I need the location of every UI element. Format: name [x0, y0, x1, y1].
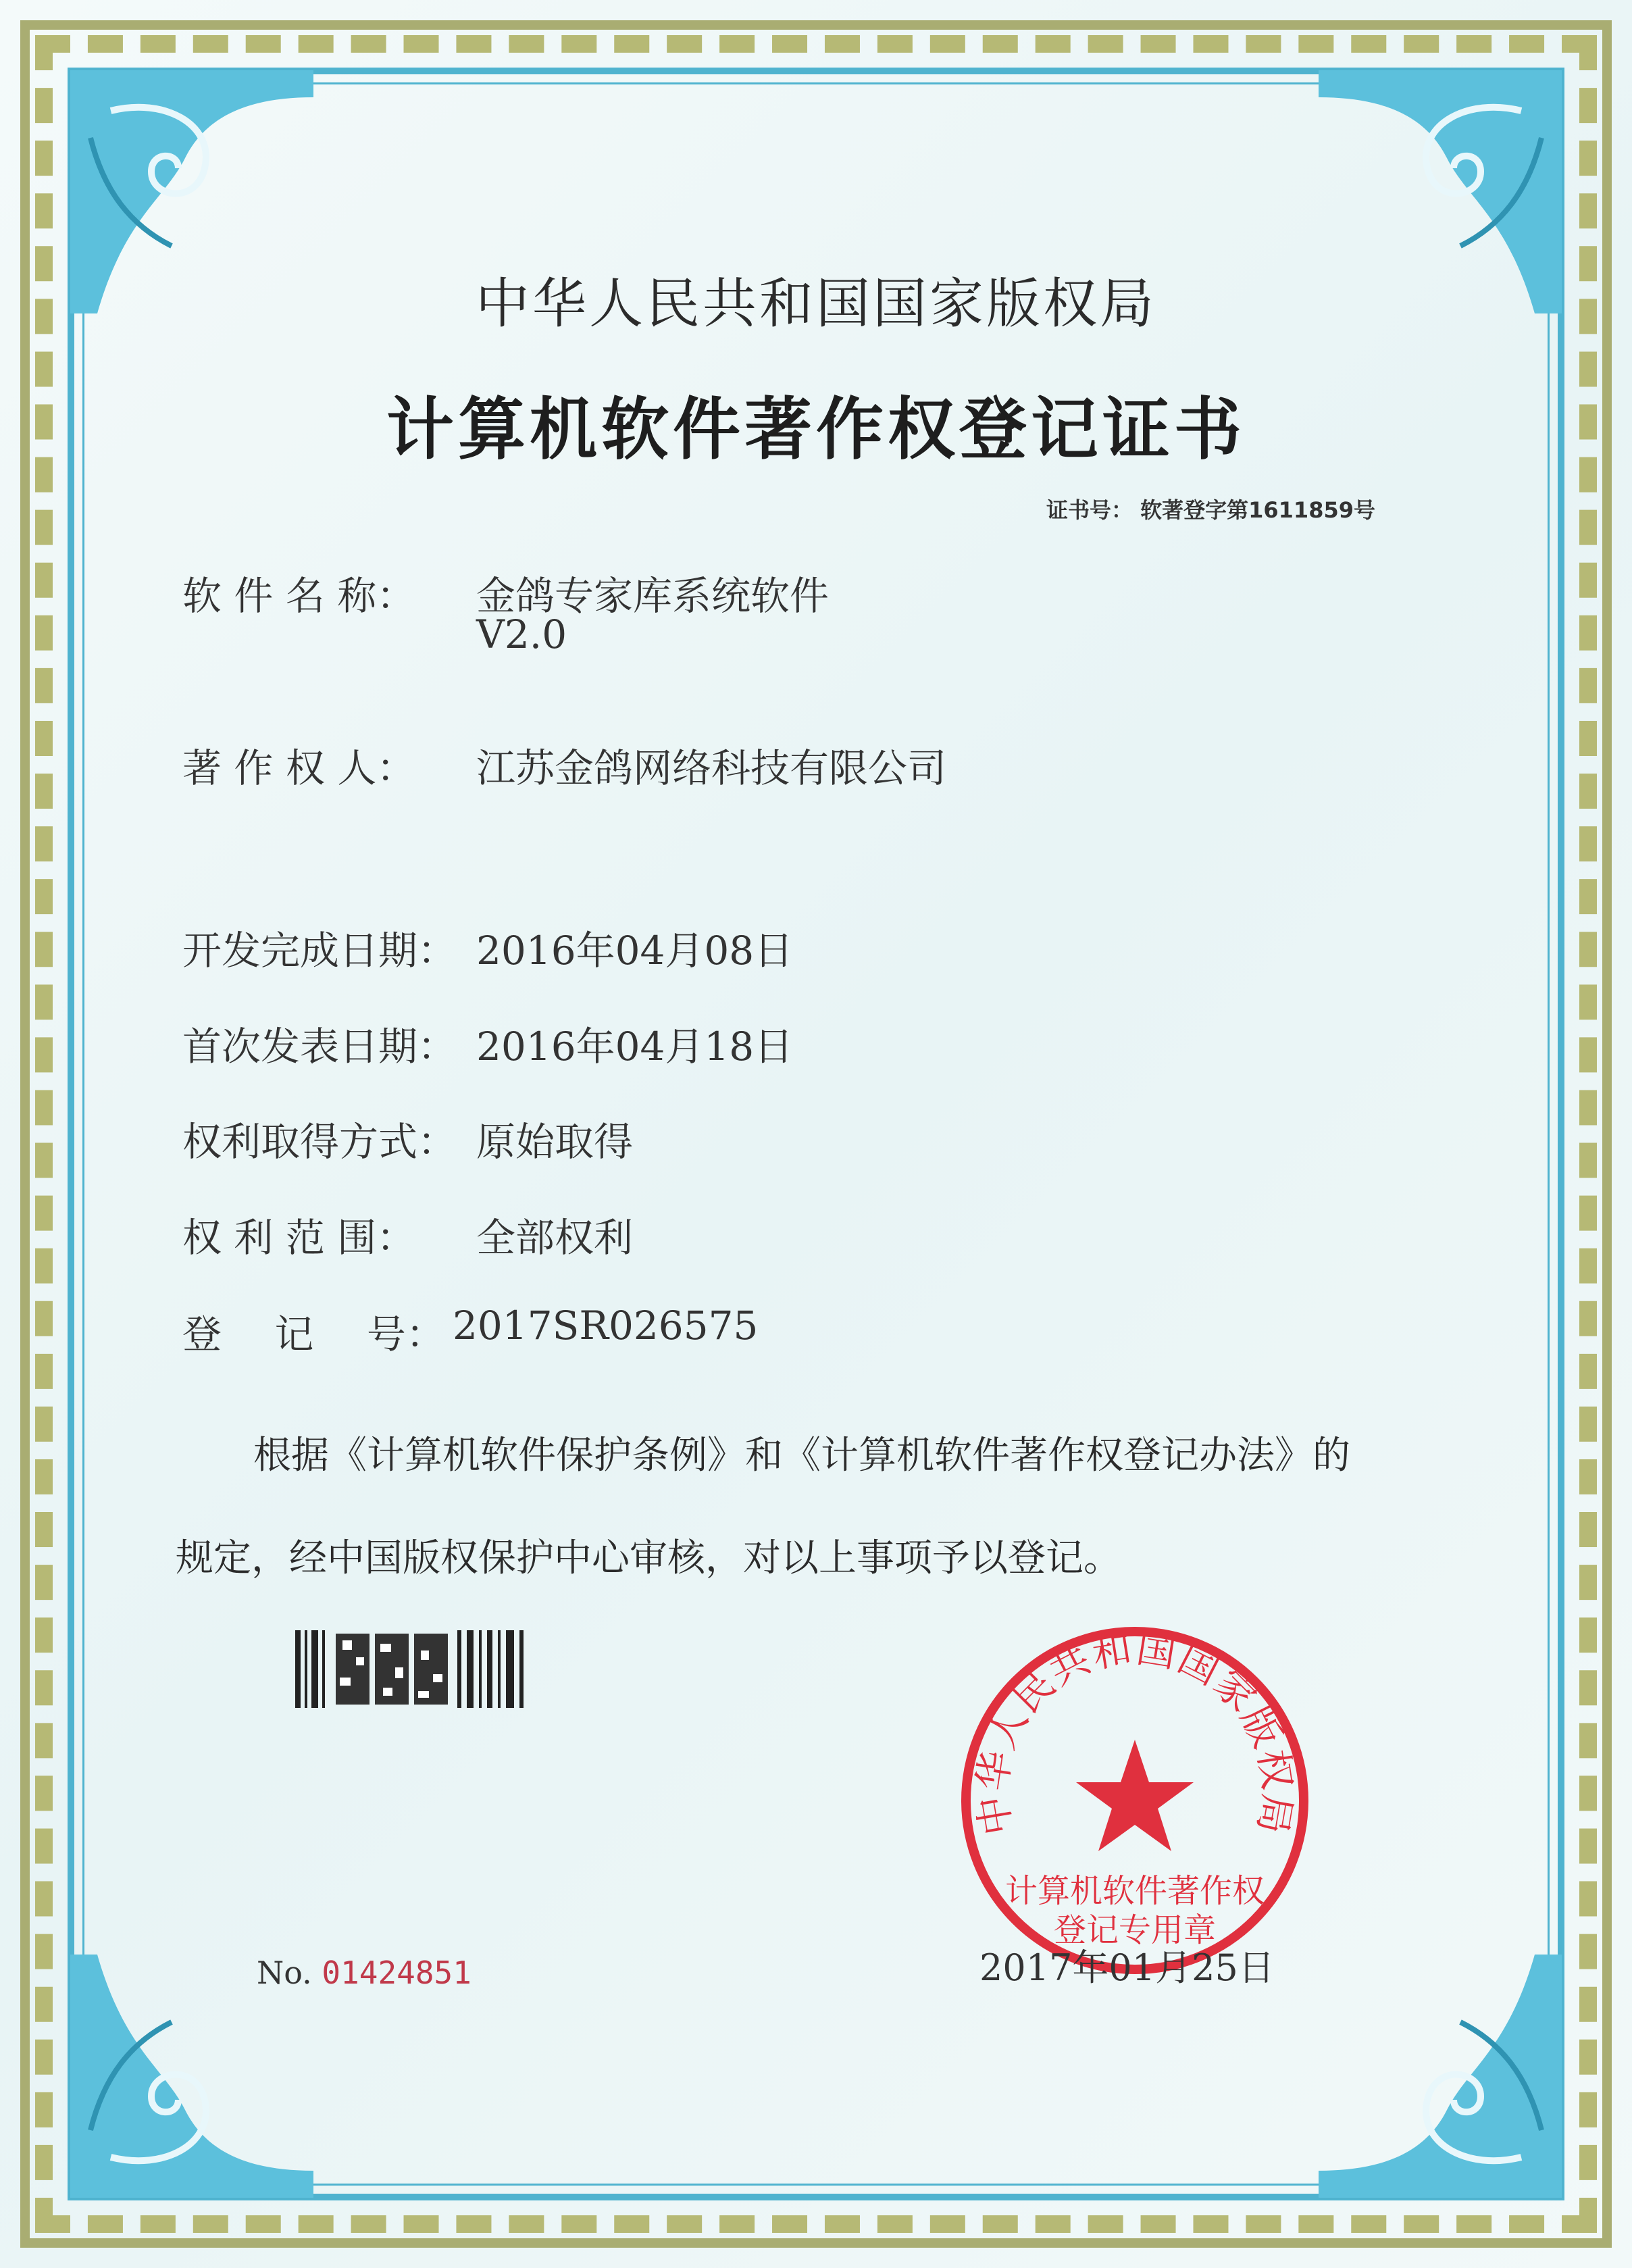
serial-number-value: 01424851 — [322, 1955, 471, 1991]
field-label-publication-date: 首次发表日期： — [182, 1024, 457, 1069]
field-label-rights-scope: 权 利 范 围： — [182, 1215, 416, 1261]
certificate-number — [1046, 493, 1375, 524]
corner-ornament — [1319, 1955, 1562, 2198]
certificate-number-label: 证书号： — [1046, 497, 1133, 523]
field-label-software-name: 软 件 名 称： — [182, 573, 416, 619]
field-value-software-name: 金鸽专家库系统软件 — [476, 573, 830, 619]
corner-ornament — [70, 1955, 313, 2198]
statement-line-1: 根据《计算机软件保护条例》和《计算机软件著作权登记办法》的 — [253, 1434, 1350, 1478]
serial-number — [257, 1955, 471, 1991]
field-label-acquisition-method: 权利取得方式： — [182, 1119, 457, 1165]
field-value-publication-date: 2016年04月18日 — [476, 1024, 794, 1069]
issue-date: 2017年01月25日 — [979, 1946, 1275, 1989]
seal-center-line-2: 登记专用章 — [1053, 1911, 1217, 1949]
seal-ring-text: 中华人民共和国国家版权局 — [969, 1625, 1301, 1839]
field-label-completion-date: 开发完成日期： — [182, 928, 457, 974]
certificate-title: 计算机软件著作权登记证书 — [386, 390, 1246, 469]
official-seal — [952, 1618, 1317, 1983]
field-value-registration-number: 2017SR026575 — [453, 1303, 759, 1349]
serial-prefix: No. — [257, 1955, 312, 1991]
star-icon — [1076, 1740, 1194, 1851]
field-value-completion-date: 2016年04月08日 — [476, 928, 794, 974]
field-value-software-version: V2.0 — [476, 611, 567, 657]
barcode — [295, 1630, 525, 1708]
certificate-number-value: 软著登字第1611859号 — [1140, 497, 1375, 523]
field-label-copyright-owner: 著 作 权 人： — [182, 745, 416, 791]
field-value-rights-scope: 全部权利 — [476, 1215, 634, 1261]
field-value-acquisition-method: 原始取得 — [476, 1119, 634, 1165]
seal-center-line-1: 计算机软件著作权 — [1004, 1872, 1265, 1910]
field-value-copyright-owner: 江苏金鸽网络科技有限公司 — [476, 745, 947, 791]
issuer-title: 中华人民共和国国家版权局 — [476, 272, 1156, 335]
statement-line-2: 规定，经中国版权保护中心审核，对以上事项予以登记。 — [176, 1536, 1121, 1580]
field-label-registration-number: 登 记 号： — [182, 1311, 445, 1357]
